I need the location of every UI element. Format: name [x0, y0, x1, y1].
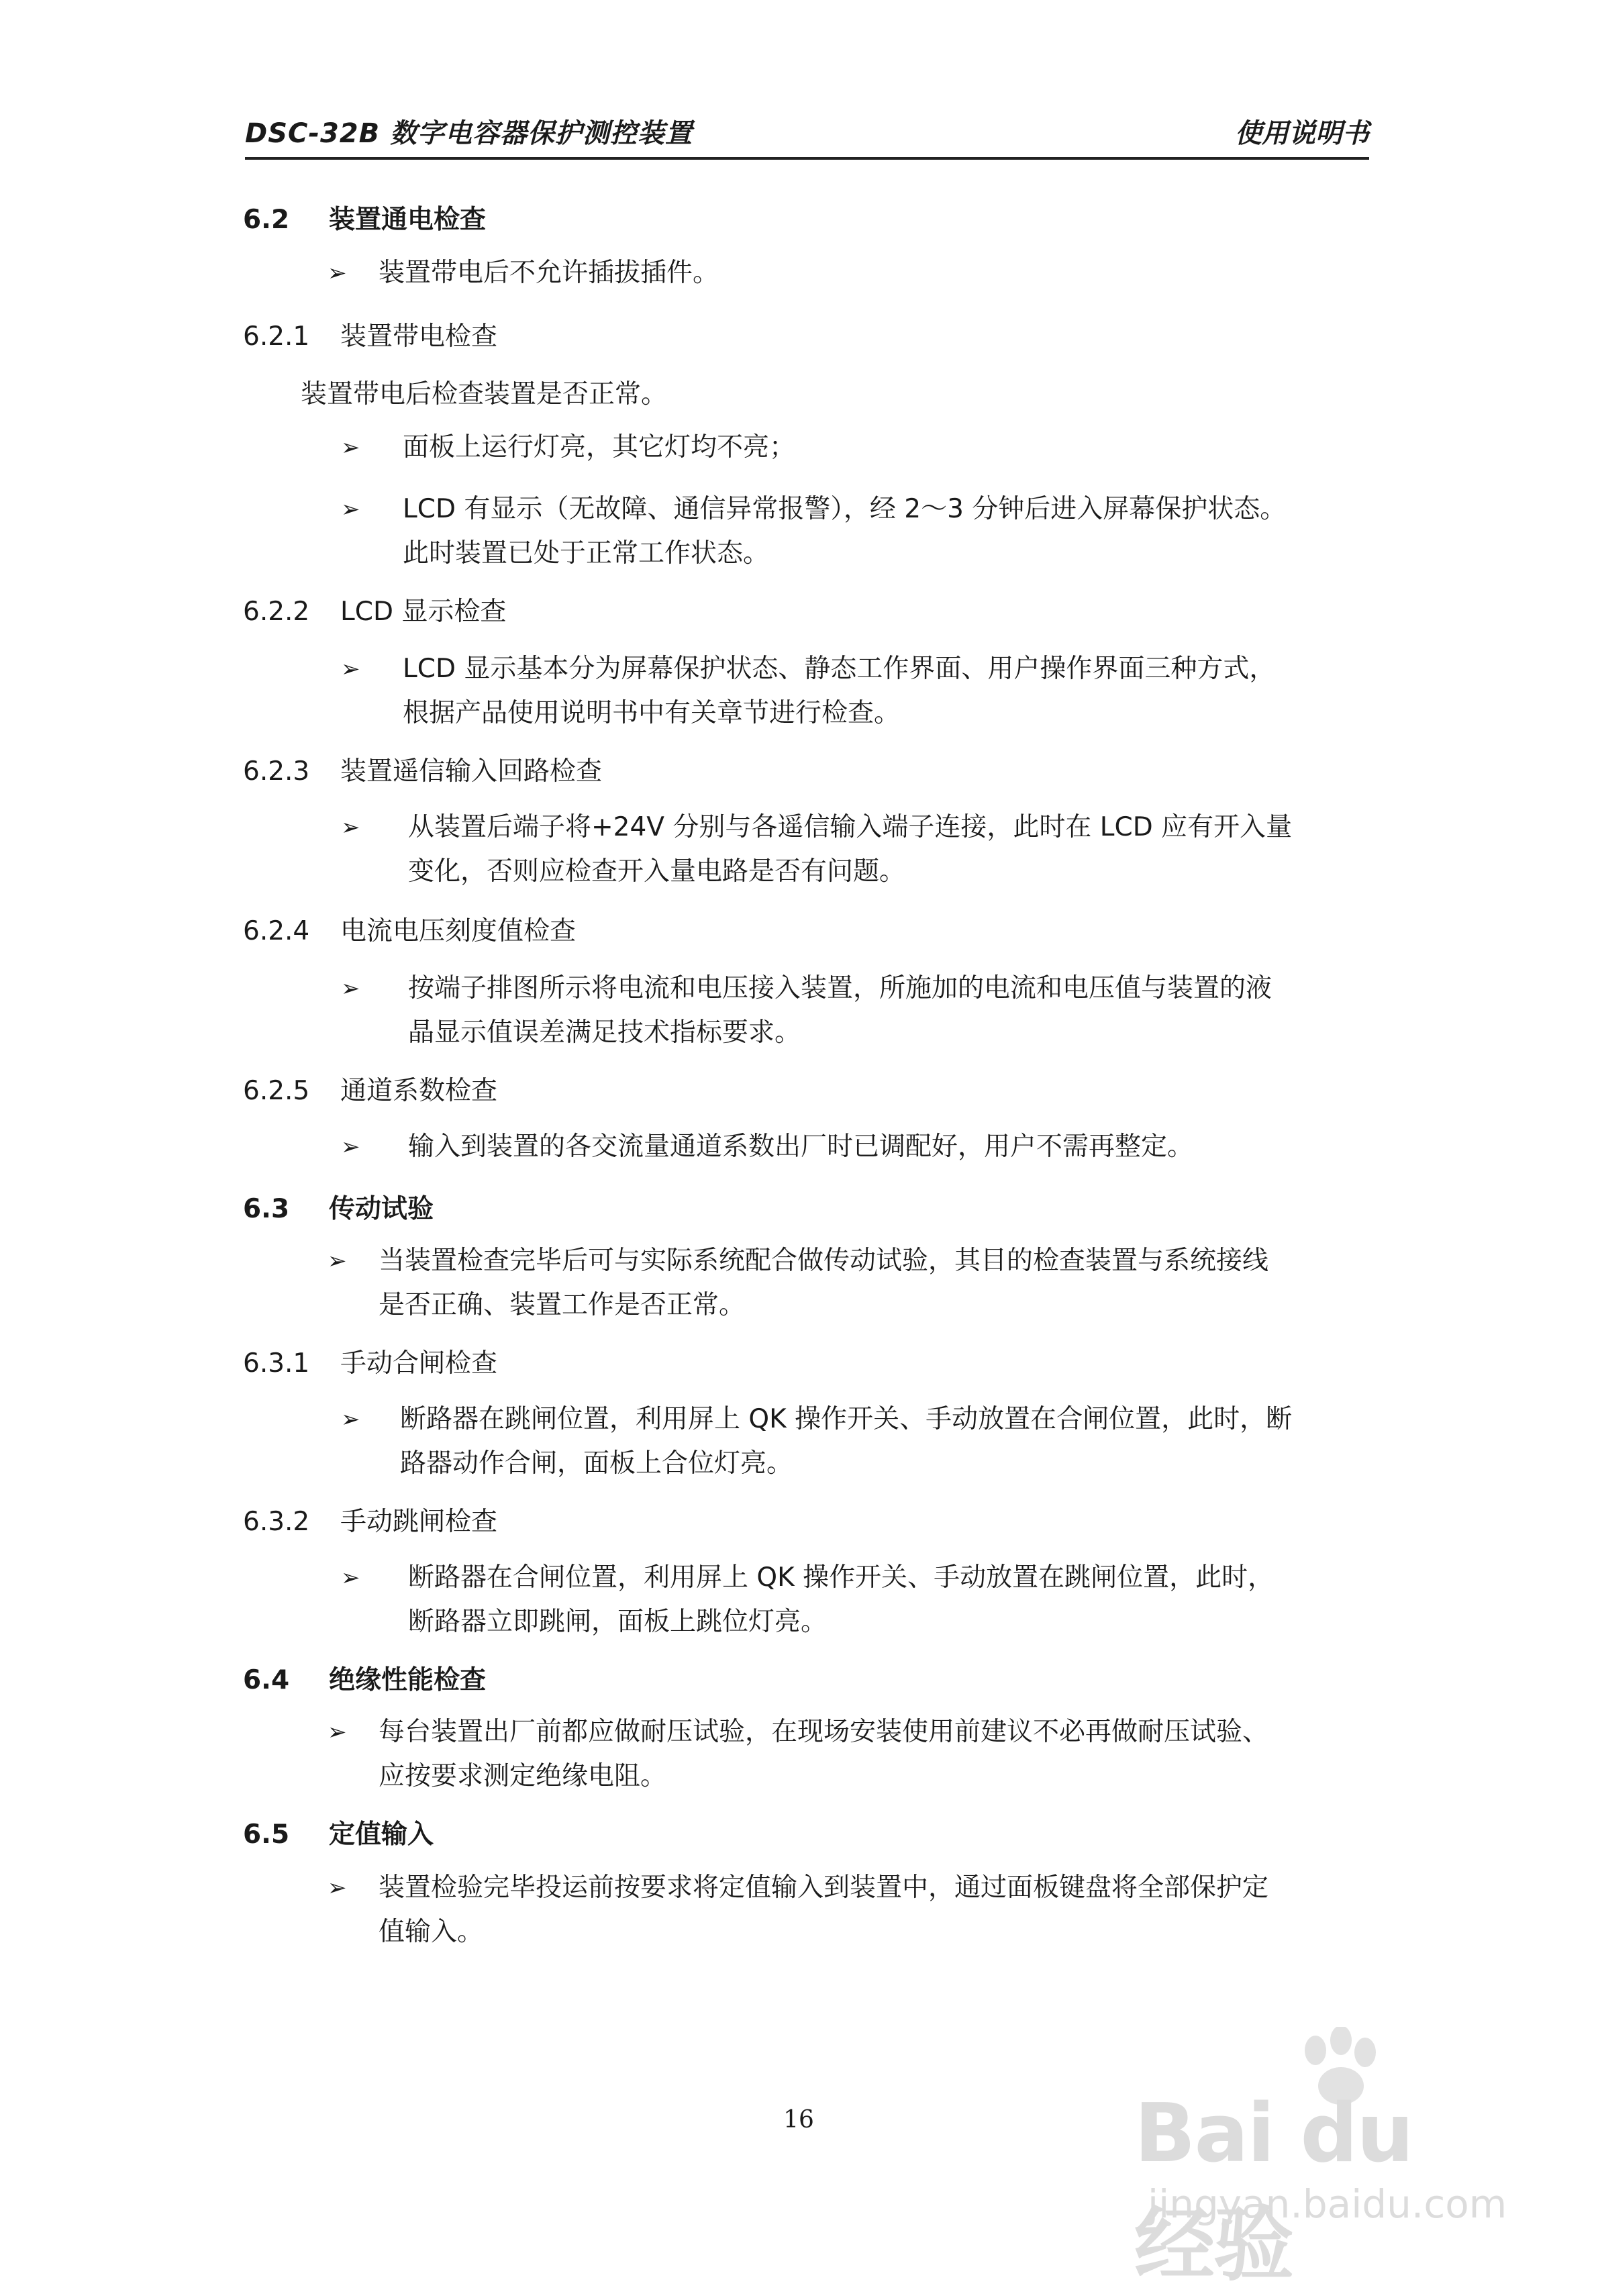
section-number: 6.2: [243, 205, 290, 235]
section-title: 传动试验: [329, 1194, 434, 1224]
section-6-5-heading: [243, 1813, 434, 1851]
baidu-jingyan-watermark: [1134, 2027, 1510, 2292]
arrow-bullet-icon: ➢: [341, 1406, 360, 1433]
arrow-bullet-icon: ➢: [341, 1564, 360, 1591]
section-title: 绝缘性能检查: [329, 1665, 487, 1695]
subsection-title: 装置遥信输入回路检查: [340, 756, 603, 787]
subsection-title: 手动合闸检查: [340, 1348, 498, 1379]
watermark-url: jingyan.baidu.com: [1148, 2181, 1507, 2227]
section-6-2-heading: [243, 199, 486, 236]
subsection-number: 6.3.1: [243, 1348, 310, 1379]
document-type: 使用说明书: [1235, 118, 1369, 149]
subsection-title: 通道系数检查: [340, 1076, 498, 1106]
arrow-bullet-icon: ➢: [341, 1134, 360, 1160]
arrow-bullet-icon: ➢: [341, 814, 360, 841]
subsection-number: 6.2.2: [243, 597, 310, 627]
section-number: 6.5: [243, 1819, 290, 1850]
arrow-bullet-icon: ➢: [328, 1875, 347, 1901]
subsection-6-2-5-heading: [243, 1070, 497, 1107]
watermark-brand: Bai du 经验: [1134, 2087, 1413, 2292]
section-title: 装置通电检查: [329, 205, 487, 235]
arrow-bullet-icon: ➢: [328, 1719, 347, 1746]
subsection-number: 6.2.1: [243, 321, 310, 352]
section-number: 6.4: [243, 1665, 290, 1695]
subsection-6-3-2-heading: [243, 1501, 497, 1538]
page-header: [245, 113, 1369, 160]
subsection-6-3-1-heading: [243, 1342, 497, 1380]
arrow-bullet-icon: ➢: [341, 656, 360, 683]
arrow-bullet-icon: ➢: [341, 496, 360, 523]
section-title: 定值输入: [329, 1819, 434, 1850]
subsection-title: 电流电压刻度值检查: [340, 916, 577, 946]
subsection-title: 手动跳闸检查: [340, 1507, 498, 1537]
subsection-6-2-4-heading: [243, 910, 576, 948]
page-number: 16: [783, 2106, 814, 2134]
subsection-title: 装置带电检查: [340, 321, 498, 352]
subsection-6-2-3-heading: [243, 750, 602, 788]
arrow-bullet-icon: ➢: [328, 260, 347, 287]
document-title: DSC-32B 数字电容器保护测控装置: [245, 118, 693, 149]
arrow-bullet-icon: ➢: [341, 434, 360, 461]
section-6-3-heading: [243, 1188, 434, 1226]
subsection-6-2-1-heading: [243, 315, 497, 353]
subsection-number: 6.2.5: [243, 1076, 310, 1106]
subsection-6-2-2-heading: [243, 591, 506, 628]
paragraph: 装置带电后检查装置是否正常。: [301, 379, 668, 409]
subsection-title: LCD 显示检查: [340, 597, 507, 627]
arrow-bullet-icon: ➢: [328, 1248, 347, 1275]
subsection-number: 6.2.3: [243, 756, 310, 787]
subsection-number: 6.3.2: [243, 1507, 310, 1537]
arrow-bullet-icon: ➢: [341, 975, 360, 1002]
section-6-4-heading: [243, 1659, 486, 1697]
subsection-number: 6.2.4: [243, 916, 310, 946]
section-number: 6.3: [243, 1194, 290, 1224]
